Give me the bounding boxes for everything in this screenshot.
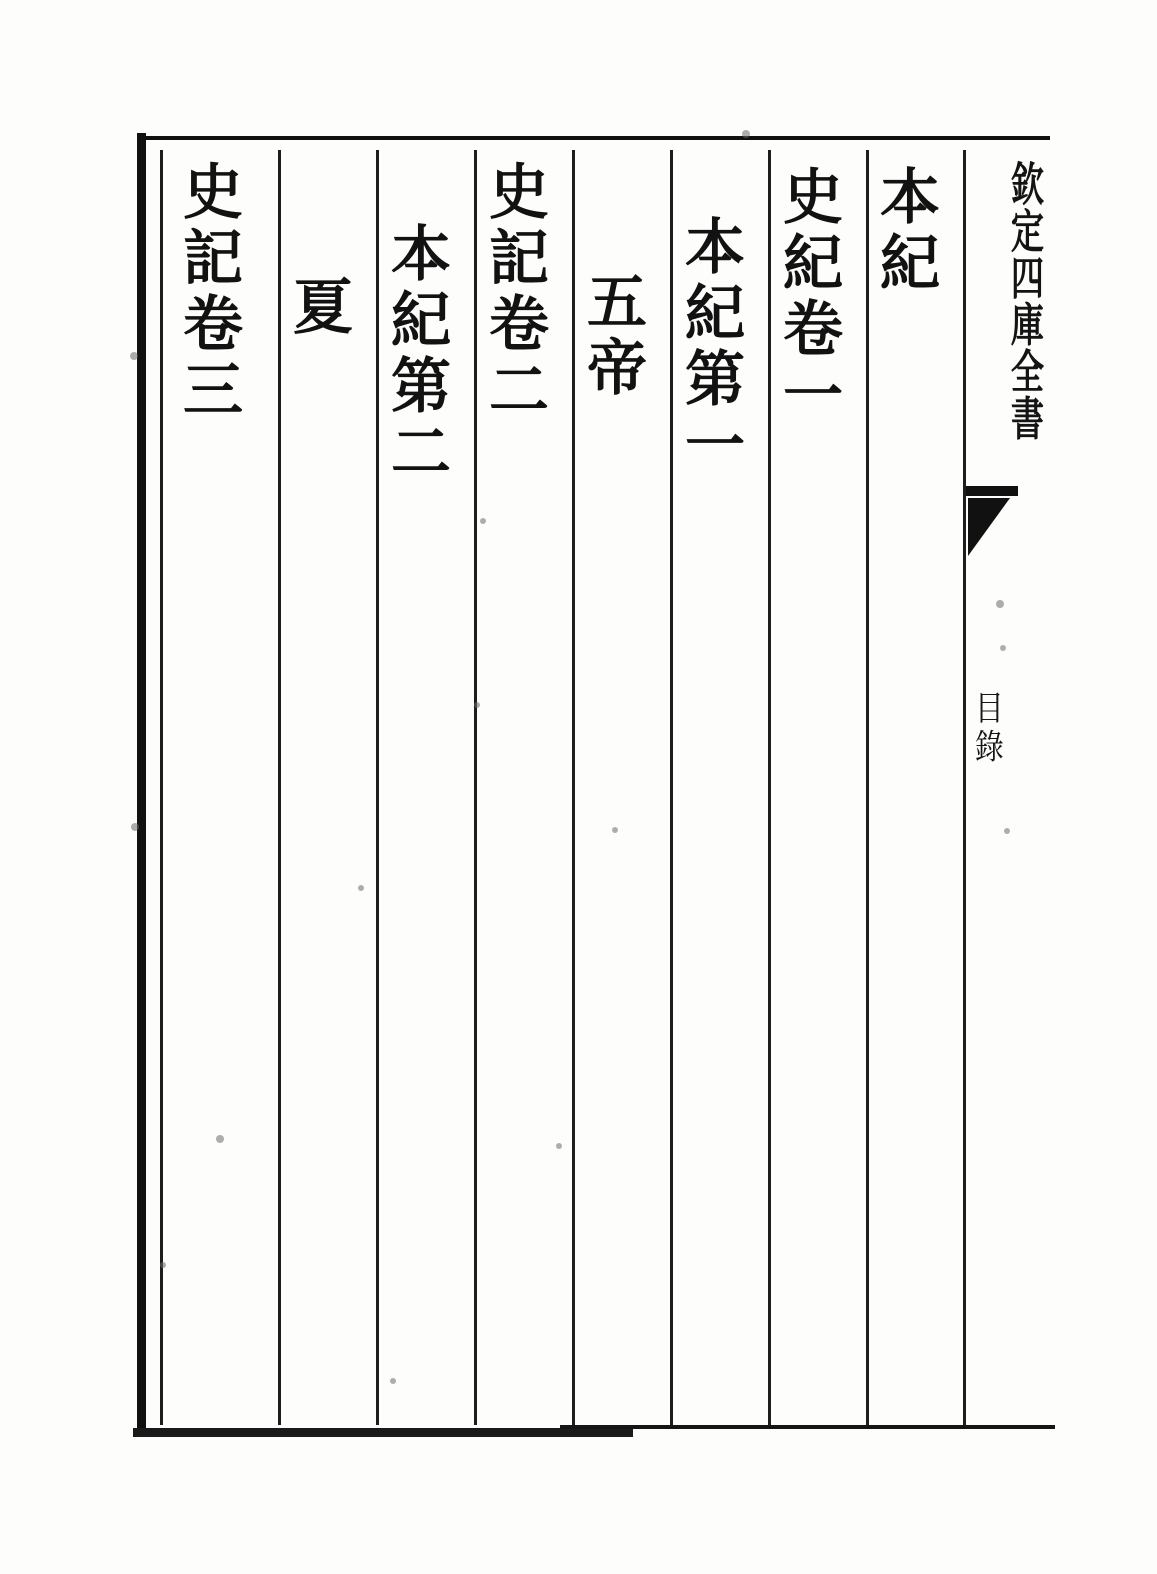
toc-entry: 本紀第一	[675, 215, 745, 479]
folio-label: 目錄	[969, 690, 1004, 768]
toc-entry: 史記卷三	[173, 160, 243, 424]
ink-speck	[612, 827, 618, 833]
ink-speck	[996, 600, 1004, 608]
toc-entry: 本紀第二	[381, 222, 451, 486]
fishtail-ornament-icon	[968, 498, 1010, 556]
column-rule	[866, 150, 869, 1425]
ink-speck	[160, 1262, 166, 1268]
page-frame-bottom-border-left	[133, 1428, 633, 1437]
book-title-banner: 欽定四庫全書	[1005, 160, 1045, 442]
center-fold-rule	[963, 150, 966, 1425]
toc-entry: 史紀卷一	[773, 165, 843, 429]
column-rule	[278, 150, 281, 1425]
ink-speck	[556, 1143, 562, 1149]
ink-speck	[130, 352, 138, 360]
toc-entry: 史記卷二	[479, 160, 549, 424]
ink-speck	[131, 823, 139, 831]
ink-speck	[1000, 645, 1006, 651]
column-rule	[376, 150, 379, 1425]
ink-speck	[358, 885, 364, 891]
ink-speck	[474, 702, 480, 708]
ink-speck	[742, 130, 750, 138]
column-rule	[768, 150, 771, 1425]
column-rule	[670, 150, 673, 1425]
page-frame-bottom-border-right	[560, 1425, 1055, 1429]
toc-entry: 本紀	[870, 165, 940, 297]
ink-speck	[390, 1378, 396, 1384]
ink-speck	[1004, 828, 1010, 834]
fishtail-bar	[966, 486, 1018, 496]
toc-entry: 五帝	[577, 270, 647, 402]
ink-speck	[216, 1135, 224, 1143]
column-rule	[160, 150, 163, 1425]
column-rule	[572, 150, 575, 1425]
ink-speck	[480, 518, 486, 524]
toc-entry: 夏	[283, 275, 353, 341]
column-rule	[474, 150, 477, 1425]
